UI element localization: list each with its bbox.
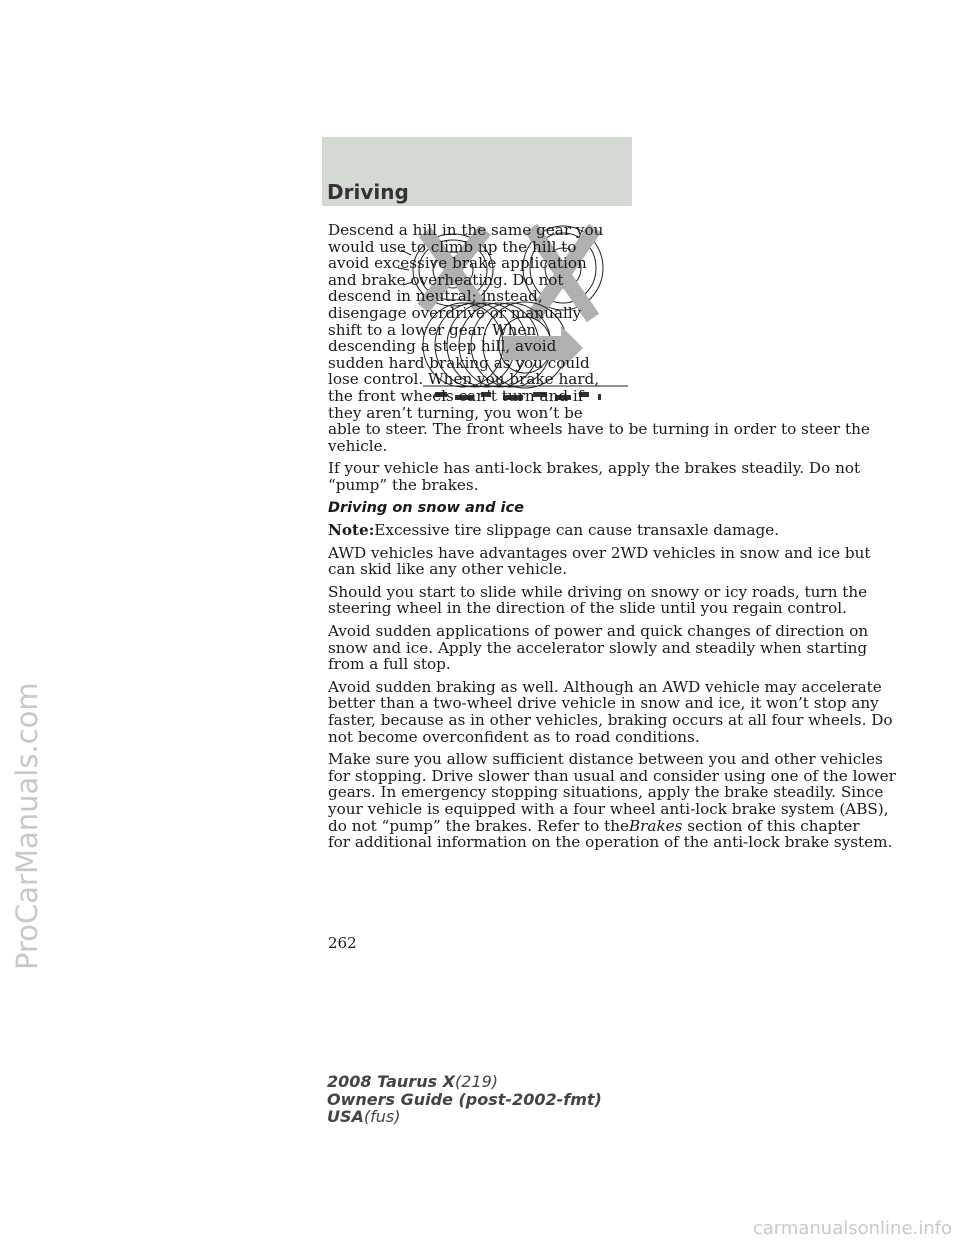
- text-line: “pump” the brakes.: [328, 475, 479, 494]
- footer-market-code: (fus): [363, 1107, 401, 1126]
- footer-model: 2008 Taurus X: [327, 1072, 456, 1091]
- text-line: section of this chapter: [687, 816, 860, 835]
- text-line: lose control. When you brake hard,: [328, 370, 600, 389]
- subheading-snow-ice: Driving on snow and ice: [328, 499, 524, 516]
- text-line: faster, because as in other vehicles, braking occurs at all four wheels. Do: [328, 711, 893, 730]
- section-title: Driving: [327, 180, 409, 204]
- text-line: Avoid sudden applications of power and quick changes of direction on: [328, 622, 869, 641]
- text-line: sudden hard braking as you could: [328, 353, 590, 372]
- paragraph-awd-advantages: [328, 543, 871, 579]
- paragraph-note: [328, 521, 780, 540]
- text-line: not become overconfident as to road conditions.: [328, 727, 700, 746]
- footer-market: USA: [327, 1107, 364, 1126]
- footer-guide-type: Owners Guide (post-2002-fmt): [327, 1089, 602, 1109]
- text-line: Descend a hill in the same gear you: [328, 221, 604, 239]
- text-line: Should you start to slide while driving on snowy or icy roads, turn the: [328, 582, 868, 601]
- paragraph-sudden-power: [328, 622, 869, 674]
- document-footer: [327, 1073, 602, 1126]
- note-label: Note:: [328, 521, 375, 540]
- text-line: descending a steep hill, avoid: [328, 337, 557, 356]
- text-line: avoid excessive brake application: [328, 254, 587, 273]
- brakes-section-reference: Brakes: [628, 816, 683, 835]
- paragraph-stopping-distance: [328, 750, 896, 852]
- text-line: for additional information on the operation of the anti-lock brake system.: [328, 833, 893, 852]
- text-line: the front wheels can’t turn and if: [328, 386, 584, 405]
- note-text: Excessive tire slippage can cause transaxle damage.: [374, 521, 780, 540]
- paragraph-slide: [328, 582, 868, 618]
- paragraph-anti-lock: [328, 459, 861, 494]
- text-line: from a full stop.: [328, 655, 451, 674]
- text-line: descend in neutral; instead,: [328, 287, 543, 306]
- paragraph-descend-hill: [328, 221, 870, 455]
- text-line: they aren’t turning, you won’t be: [328, 403, 583, 422]
- text-line: for stopping. Drive slower than usual and consider using one of the lower: [328, 766, 896, 785]
- text-line: steering wheel in the direction of the slide until you regain control.: [328, 599, 847, 618]
- text-line: do not “pump” the brakes. Refer to the: [328, 816, 629, 835]
- text-line: Avoid sudden braking as well. Although an AWD vehicle may accelerate: [328, 677, 882, 696]
- text-line: If your vehicle has anti-lock brakes, apply the brakes steadily. Do not: [328, 459, 861, 478]
- text-line: would use to climb up the hill to: [328, 237, 577, 256]
- paragraph-sudden-braking: [328, 677, 893, 746]
- text-line: able to steer. The front wheels have to be turning in order to steer the: [328, 420, 870, 439]
- text-line: better than a two-wheel drive vehicle in snow and ice, it won’t stop any: [328, 694, 879, 713]
- page-number: 262: [328, 934, 357, 952]
- text-line: can skid like any other vehicle.: [328, 560, 568, 579]
- text-line: Make sure you allow sufficient distance between you and other vehicles: [328, 750, 883, 769]
- text-line: disengage overdrive or manually: [328, 303, 582, 322]
- footer-code: (219): [455, 1072, 499, 1091]
- watermark-bottom: carmanualsonline.info: [752, 1218, 952, 1239]
- text-line: your vehicle is equipped with a four wheel anti-lock brake system (ABS),: [328, 800, 889, 818]
- text-line: gears. In emergency stopping situations, apply the brake steadily. Since: [328, 783, 884, 802]
- text-line: AWD vehicles have advantages over 2WD vehicles in snow and ice but: [328, 543, 871, 562]
- text-line: and brake overheating. Do not: [328, 270, 564, 289]
- text-line: snow and ice. Apply the accelerator slowly and steadily when starting: [328, 638, 868, 657]
- text-line: vehicle.: [328, 436, 388, 455]
- text-line: shift to a lower gear. When: [328, 320, 537, 339]
- body-text: [328, 221, 896, 857]
- watermark-left: ProCarManuals.com: [10, 682, 44, 970]
